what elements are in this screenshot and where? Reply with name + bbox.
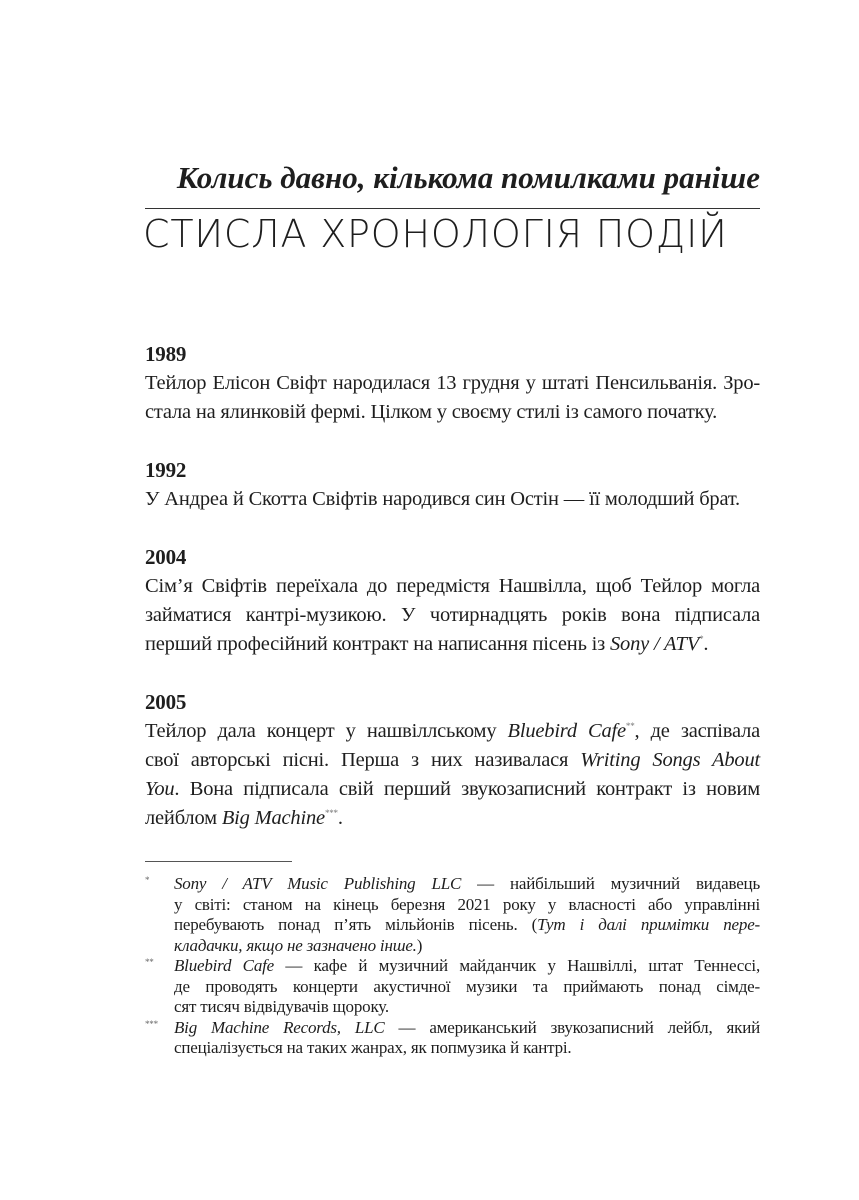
text-run: у світі: станом на кінець березня 2021 року у власності або управлінні — [174, 894, 760, 914]
text-run: . Вона підписала свій перший звукозаписний контракт із новим — [174, 778, 760, 800]
text-run: — кафе й музичний майданчик у Нашвіллі, штат Теннессі, — [273, 956, 760, 975]
entry-year: 2005 — [145, 690, 187, 714]
footnote-ref: ** — [625, 721, 635, 731]
text-line — [174, 936, 760, 957]
italic-text: Sony / ATV Music Publishing LLC — [174, 874, 462, 893]
text-line — [145, 804, 760, 833]
entry-year: 1992 — [145, 458, 187, 482]
text-line — [145, 717, 760, 746]
italic-text: Big Machine — [221, 807, 325, 829]
text-run: , де заспівала — [634, 720, 760, 742]
text-run: лейблом — [145, 807, 222, 829]
footnote — [145, 874, 760, 956]
italic-text: Sony / ATV — [609, 633, 700, 655]
footnote — [145, 956, 760, 1018]
book-page — [145, 160, 760, 1059]
text-run: стала на ялинковій фермі. Цілком у своєму стилі із самого початку. — [145, 401, 717, 423]
text-line — [145, 485, 760, 514]
text-line — [174, 874, 760, 895]
timeline-entry — [145, 339, 760, 427]
footnote-ref: * — [699, 634, 704, 644]
footnote-mark: *** — [145, 1018, 158, 1029]
italic-text: Big Machine Records, LLC — [174, 1017, 385, 1037]
footnote-ref: *** — [324, 808, 338, 818]
text-run: перебувають понад п’ять мільйонів пісень. ( — [174, 915, 538, 934]
text-run: . — [337, 807, 343, 829]
text-run: Тейлор Елісон Свіфт народилася 13 грудня у штаті Пенсильванія. Зро- — [145, 372, 760, 394]
text-run: де проводять концерти акустичної музики та приймають понад сімде- — [174, 976, 760, 996]
text-run: У Андреа й Скотта Свіфтів народився син Остін — її молодший брат. — [145, 488, 740, 510]
text-line — [145, 572, 760, 601]
text-line — [174, 1018, 760, 1039]
text-run: — американський звукозаписний лейбл, який — [384, 1017, 760, 1037]
chapter-title: Колись давно, кількома помилками раніше — [176, 160, 760, 195]
text-run: . — [703, 633, 709, 655]
text-run: перший професійний контракт на написання пісень із — [145, 633, 610, 655]
text-run: займатися кантрі-музикою. У чотирнадцять років вона підписала — [145, 604, 760, 626]
footnote-divider — [145, 861, 292, 862]
text-line — [145, 369, 760, 398]
timeline-entry — [145, 687, 760, 833]
text-line — [174, 977, 760, 998]
text-line — [145, 601, 760, 630]
text-run: свої авторські пісні. Перша з них називалася — [145, 749, 581, 771]
text-run: сят тисяч відвідувачів щороку. — [174, 997, 389, 1016]
footnotes — [145, 874, 760, 1059]
footnote-mark: ** — [145, 957, 154, 967]
italic-text: Bluebird Cafe — [507, 720, 626, 742]
text-line — [145, 746, 760, 775]
italic-text: You — [145, 778, 175, 800]
footnote-mark: * — [145, 875, 150, 885]
text-line — [145, 775, 760, 804]
text-line — [174, 997, 760, 1018]
italic-text: кладачки, якщо не зазначено інше. — [174, 935, 417, 955]
text-run: ) — [416, 935, 423, 955]
italic-text: Writing Songs About — [580, 749, 760, 771]
chapter-subtitle: СТИСЛА ХРОНОЛОГІЯ ПОДІЙ — [143, 212, 728, 256]
text-line — [174, 1038, 760, 1059]
italic-text: Bluebird Cafe — [174, 956, 274, 975]
text-run: — найбільший музичний видавець — [461, 874, 760, 893]
text-line — [145, 630, 760, 659]
text-run: Тейлор дала концерт у нашвіллському — [145, 720, 508, 742]
text-line — [145, 398, 760, 427]
text-line — [174, 915, 760, 936]
footnote — [145, 1018, 760, 1059]
text-line — [174, 956, 760, 977]
text-line — [174, 895, 760, 916]
timeline-entry — [145, 542, 760, 659]
text-run: Сім’я Свіфтів переїхала до передмістя Нашвілла, щоб Тейлор могла — [145, 575, 760, 597]
entry-year: 1989 — [145, 342, 187, 366]
italic-text: Тут і далі примітки пере- — [537, 915, 760, 934]
timeline-entry — [145, 455, 760, 514]
text-run: спеціалізується на таких жанрах, як попмузика й кантрі. — [174, 1038, 572, 1057]
timeline — [145, 339, 760, 833]
entry-year: 2004 — [145, 545, 187, 569]
